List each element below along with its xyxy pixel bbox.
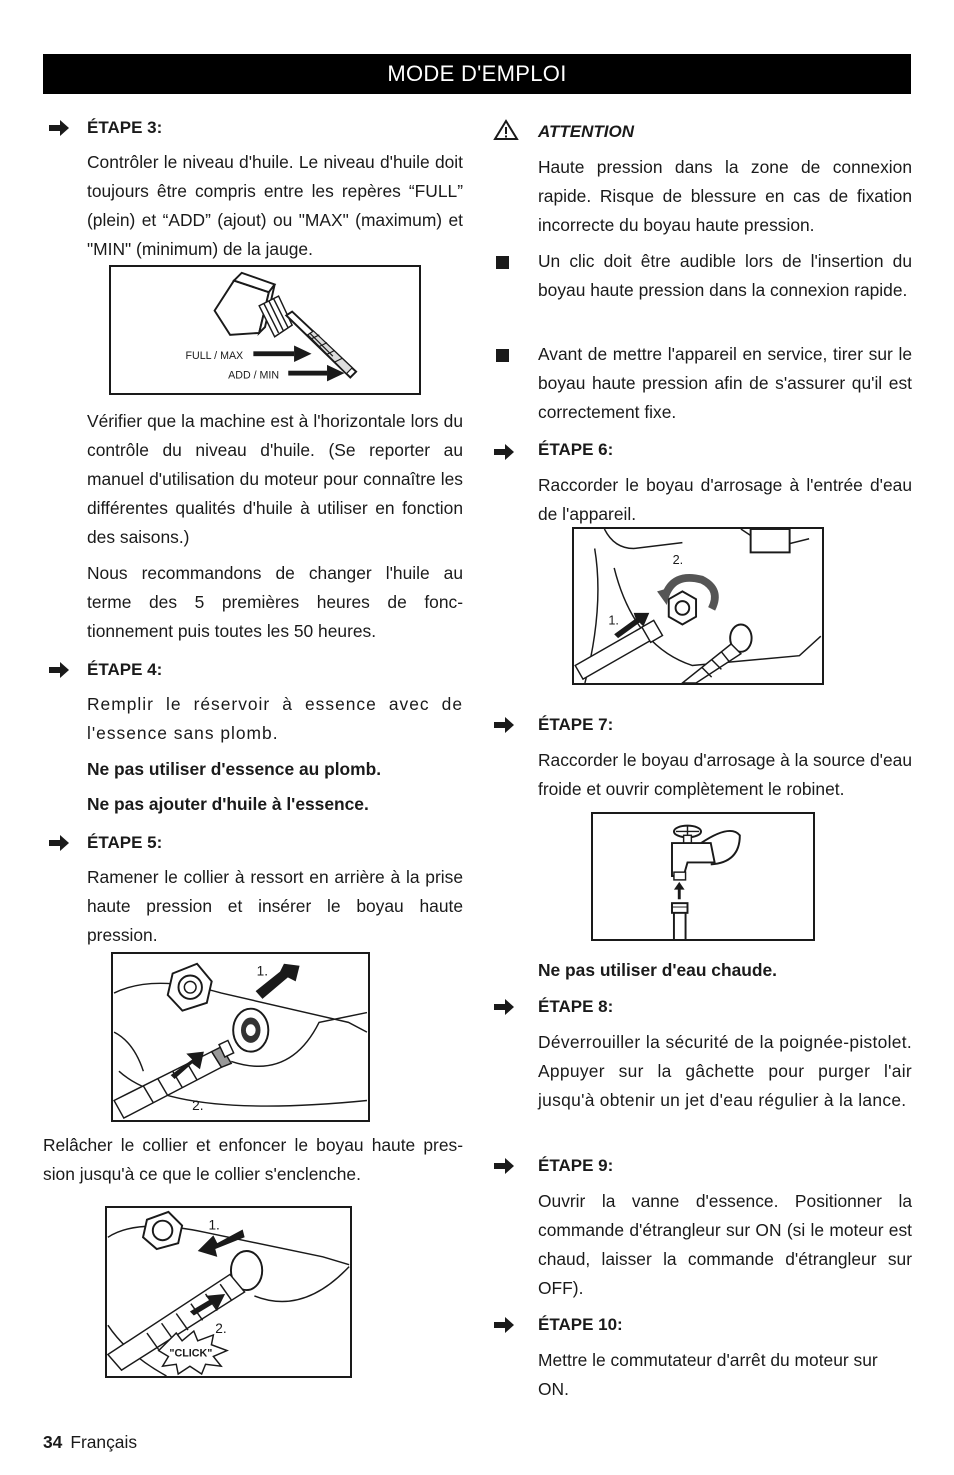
step-3-text-2: Vérifier que la machine est à l'horizontale lors du contrôle du niveau d'huile. (Se reporter au manuel d'utilisation du moteur pour connaître les différentes qualités d'huile à utiliser en fonction des saisons.): [87, 411, 463, 547]
step-9-title: ÉTAPE 9:: [538, 1156, 614, 1175]
click-label: "CLICK": [169, 1347, 213, 1360]
attention-bullet-2: Avant de mettre l'appareil en service, tirer sur le boyau haute pression afin de s'assurer qu'il est correctement fixe.: [538, 344, 912, 422]
garden-hose-label-2: 2.: [672, 553, 684, 568]
garden-hose-label-1: 1.: [608, 613, 619, 628]
step-4-warning-2: Ne pas ajouter d'huile à l'essence.: [87, 794, 369, 814]
arrow-right-icon: [492, 1315, 516, 1335]
step-4-text: Remplir le réservoir à essence avec de l'essence sans plomb.: [87, 694, 463, 743]
attention-bullet-1: Un clic doit être audible lors de l'insertion du boyau haute pression dans la connexion rapide.: [538, 251, 912, 300]
bullet-square: [496, 349, 509, 362]
arrow-right-icon: [47, 118, 71, 138]
step-5-text: Ramener le collier à ressort en arrière à la prise haute pression et insérer le boyau haute pression.: [87, 867, 463, 945]
step-3-text-3: Nous recommandons de changer l'huile au terme des 5 premières heures de fonc-tionnement puis toutes les 50 heures.: [87, 563, 463, 641]
arrow-right-icon: [492, 1156, 516, 1176]
attention-text: Haute pression dans la zone de connexion rapide. Risque de blessure en cas de fixation incorrecte du boyau haute pression.: [538, 157, 912, 235]
step-6-text: Raccorder le boyau d'arrosage à l'entrée d'eau de l'appareil.: [538, 475, 912, 524]
step-10-title: ÉTAPE 10:: [538, 1315, 623, 1334]
dipstick-figure: [109, 265, 421, 395]
step-7-warning: Ne pas utiliser d'eau chaude.: [538, 960, 777, 980]
arrow-right-icon: [492, 997, 516, 1017]
hose-insert-figure: [111, 952, 370, 1122]
hose-click-label-1: 1.: [208, 1217, 220, 1233]
step-10-text: Mettre le commutateur d'arrêt du moteur sur ON.: [538, 1350, 878, 1399]
attention-title: ATTENTION: [538, 122, 635, 141]
garden-hose-figure: [572, 527, 824, 685]
dipstick-full-label: FULL / MAX: [185, 350, 244, 363]
step-8-text: Déverrouiller la sécurité de la poignée-pistolet. Appuyer sur la gâchette pour purger l'air jusqu'à obtenir un jet d'eau régulier à la lance.: [538, 1032, 912, 1110]
page-number: 34: [43, 1432, 63, 1452]
warning-triangle-icon: [493, 119, 519, 141]
bullet-square: [496, 256, 509, 269]
arrow-right-icon: [47, 833, 71, 853]
hose-insert-label-1: 1.: [256, 963, 269, 979]
arrow-right-icon: [492, 442, 516, 462]
hose-insert-label-2: 2.: [192, 1098, 204, 1114]
step-6-title: ÉTAPE 6:: [538, 440, 614, 459]
page-footer: [43, 1432, 137, 1453]
step-5-text-2: Relâcher le collier et enfoncer le boyau haute pres-sion jusqu'à ce que le collier s'enclenche.: [43, 1135, 463, 1184]
step-4-title: ÉTAPE 4:: [87, 660, 163, 679]
step-8-title: ÉTAPE 8:: [538, 997, 614, 1016]
dipstick-add-label: ADD / MIN: [228, 369, 280, 382]
faucet-figure: [591, 812, 815, 941]
step-7-title: ÉTAPE 7:: [538, 715, 614, 734]
step-4-warning-1: Ne pas utiliser d'essence au plomb.: [87, 759, 382, 779]
step-5-title: ÉTAPE 5:: [87, 833, 163, 852]
hose-click-figure: [105, 1206, 352, 1378]
step-3-title: ÉTAPE 3:: [87, 118, 163, 137]
section-header: MODE D'EMPLOI: [43, 54, 911, 94]
step-3-text: Contrôler le niveau d'huile. Le niveau d'huile doit toujours être compris entre les repères “FULL” (plein) et “ADD” (ajout) ou "MAX" (maximum) et "MIN" (minimum) de la jauge.: [87, 152, 463, 259]
step-7-text: Raccorder le boyau d'arrosage à la source d'eau froide et ouvrir complètement le robinet.: [538, 750, 913, 799]
page-language: Français: [70, 1432, 138, 1452]
hose-click-label-2: 2.: [215, 1321, 227, 1337]
arrow-right-icon: [492, 715, 516, 735]
arrow-right-icon: [47, 660, 71, 680]
step-9-text: Ouvrir la vanne d'essence. Positionner la commande d'étrangleur sur ON (si le moteur est chaud, laisser la commande d'étrangleur sur OFF).: [538, 1191, 912, 1298]
